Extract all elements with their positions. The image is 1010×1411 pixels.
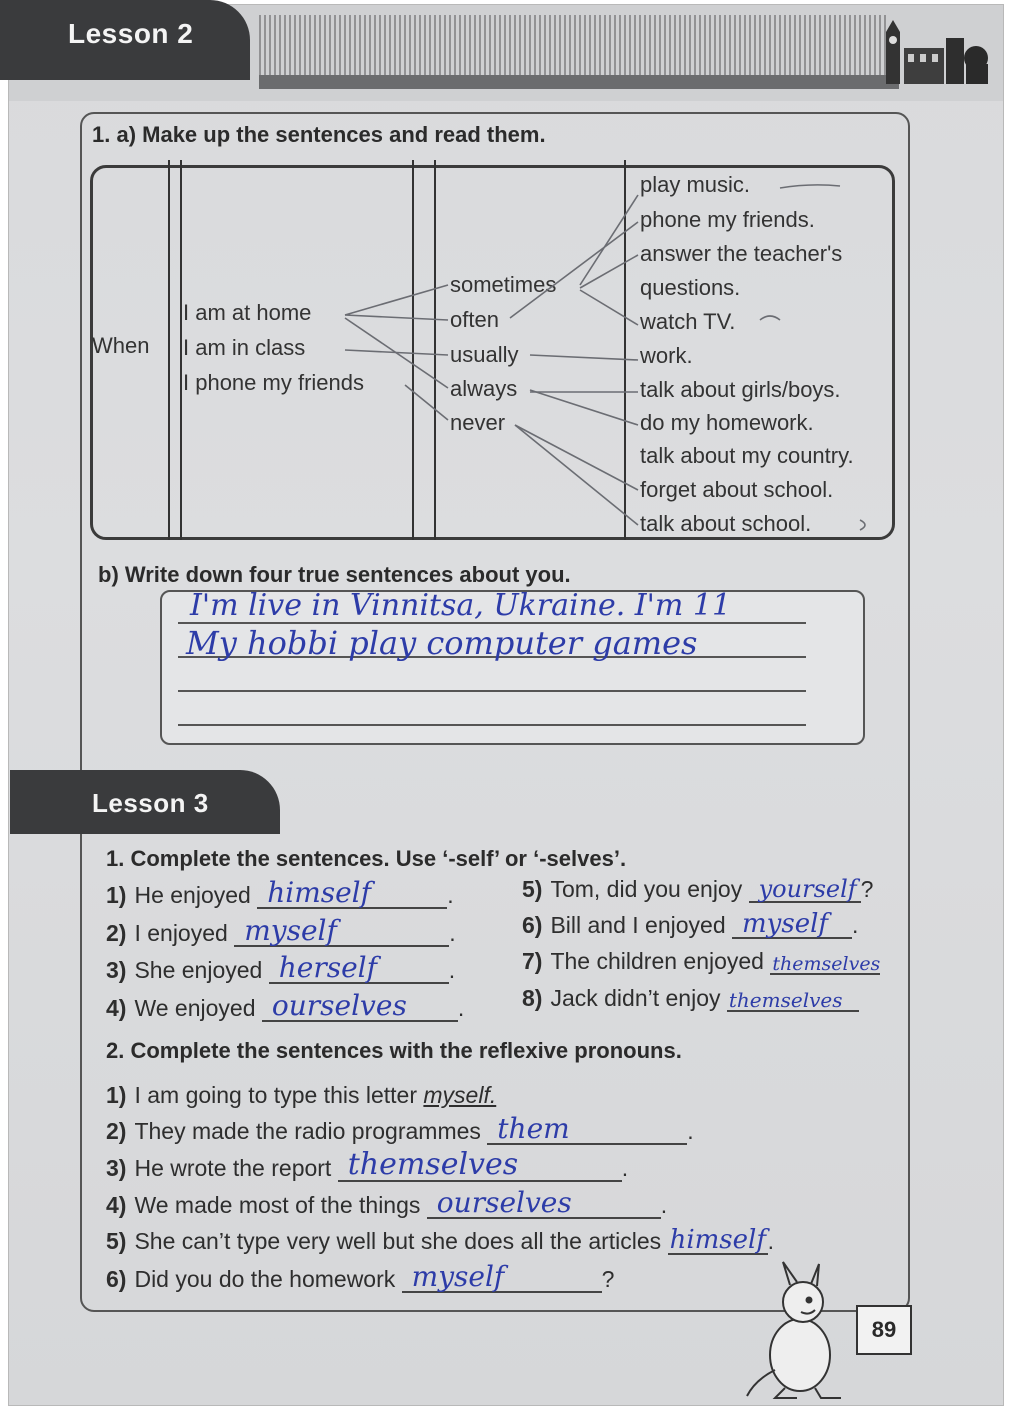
item-end: . — [457, 995, 465, 1021]
ex1b-title: b) Write down four true sentences about you. — [98, 562, 571, 587]
when-word: When — [92, 333, 150, 358]
item-text: We enjoyed — [134, 995, 256, 1021]
item-number: 1) — [106, 882, 127, 908]
phrase-item: talk about my country. — [640, 443, 854, 468]
clause-item: I phone my friends — [183, 370, 364, 395]
ex1-item — [106, 914, 456, 947]
printed-answer: myself. — [423, 1082, 497, 1108]
item-number: 5) — [106, 1228, 127, 1254]
item-end: . — [448, 957, 456, 983]
clause-item: I am at home — [183, 300, 312, 325]
item-text: She enjoyed — [134, 957, 263, 983]
item-number: 8) — [522, 985, 543, 1011]
table-divider — [412, 160, 414, 540]
phrase-item: answer the teacher's — [640, 241, 843, 266]
item-end: . — [687, 1118, 694, 1144]
handwritten-sentence: My hobbi play computer games — [186, 624, 698, 662]
answer-blank[interactable] — [427, 1186, 661, 1219]
clause-item: I am in class — [183, 335, 306, 360]
table-divider — [624, 160, 626, 540]
table-divider — [434, 160, 436, 540]
item-number: 3) — [106, 957, 127, 983]
ex2-item — [106, 1147, 629, 1182]
handwritten-answer: himself — [669, 1225, 766, 1255]
kangaroo-icon — [745, 1260, 855, 1400]
table-divider — [168, 160, 170, 540]
item-text: Bill and I enjoyed — [550, 912, 726, 938]
item-text: Jack didn’t enjoy — [550, 985, 721, 1011]
frequency-item: always — [450, 376, 518, 401]
handwritten-answer: myself — [411, 1260, 505, 1293]
handwritten-sentence: I'm live in Vinnitsa, Ukraine. I'm 11 — [190, 588, 732, 623]
answer-blank[interactable] — [749, 875, 861, 903]
phrase-item: play music. — [640, 172, 751, 197]
header-hatch — [259, 15, 889, 75]
item-end: . — [447, 882, 454, 908]
ex1-item — [106, 951, 456, 984]
item-text: Tom, did you enjoy — [550, 876, 743, 902]
phrase-item: forget about school. — [640, 477, 834, 502]
answer-blank[interactable] — [257, 876, 447, 909]
handwritten-answer: them — [497, 1112, 570, 1145]
frequency-item: often — [450, 307, 499, 332]
phrase-item: talk about girls/boys. — [640, 377, 841, 402]
frequency-item: usually — [450, 342, 519, 367]
phrase-item: do my homework. — [640, 410, 814, 435]
item-text: I enjoyed — [134, 920, 228, 946]
handwritten-answer: myself — [244, 914, 337, 947]
handwritten-answer: themselves — [772, 953, 881, 975]
item-end: . — [449, 920, 456, 946]
lesson-3-tab: Lesson 3 — [10, 770, 280, 834]
item-text: They made the radio programmes — [134, 1118, 481, 1144]
item-text: Did you do the homework — [134, 1266, 396, 1292]
item-text: The children enjoyed — [550, 948, 764, 974]
item-number: 4) — [106, 1192, 127, 1218]
ex1-item — [522, 909, 859, 939]
handwritten-answer: myself — [742, 909, 829, 939]
item-end: . — [767, 1228, 774, 1254]
ex1-item — [106, 989, 465, 1022]
answer-blank[interactable] — [668, 1225, 768, 1255]
ex1-item — [522, 948, 880, 975]
handwritten-answer: himself — [267, 876, 371, 909]
item-number: 5) — [522, 876, 543, 902]
handwritten-answer: ourselves — [271, 989, 407, 1022]
page-number: 89 — [856, 1305, 912, 1355]
item-text: She can’t type very well but she does all the articles — [134, 1228, 662, 1254]
answer-blank[interactable] — [770, 953, 880, 975]
l3-ex2-title: 2. Complete the sentences with the reflexive pronouns. — [106, 1038, 682, 1063]
item-end: . — [660, 1192, 668, 1218]
phrase-item: work. — [640, 343, 693, 368]
table-divider — [180, 160, 182, 540]
ex2-item — [106, 1112, 694, 1145]
item-text: I am going to type this letter — [134, 1082, 417, 1108]
item-number: 3) — [106, 1155, 127, 1181]
header-bar — [259, 75, 899, 89]
l3-ex1-title: 1. Complete the sentences. Use ‘-self’ or ‘-selves’. — [106, 846, 627, 871]
phrase-item: watch TV. — [640, 309, 736, 334]
ex1-item — [106, 876, 454, 909]
item-end: . — [852, 912, 859, 938]
handwritten-answer: herself — [278, 951, 377, 984]
item-text: He wrote the report — [134, 1155, 332, 1181]
ex2-item — [106, 1260, 615, 1293]
item-end: . — [621, 1155, 629, 1181]
item-text: We made most of the things — [134, 1192, 421, 1218]
item-number: 6) — [522, 912, 543, 938]
ex1-item — [522, 985, 859, 1012]
lesson-2-tab: Lesson 2 — [0, 0, 250, 80]
handwritten-answer: yourself — [758, 875, 857, 903]
write-line — [178, 690, 806, 692]
item-number: 6) — [106, 1266, 127, 1292]
phrase-item: phone my friends. — [640, 207, 815, 232]
item-number: 2) — [106, 920, 127, 946]
ex2-item — [106, 1186, 668, 1219]
ex2-item — [106, 1082, 515, 1109]
item-number: 2) — [106, 1118, 127, 1144]
item-number: 1) — [106, 1082, 127, 1108]
item-end: ? — [601, 1266, 615, 1292]
answer-blank[interactable] — [487, 1112, 687, 1145]
item-number: 4) — [106, 995, 127, 1021]
write-line — [178, 724, 806, 726]
item-end: ? — [860, 876, 874, 902]
handwritten-answer: ourselves — [436, 1186, 572, 1219]
frequency-item: sometimes — [450, 272, 557, 297]
item-number: 7) — [522, 948, 543, 974]
phrase-item: questions. — [640, 275, 741, 300]
ex1a-title: 1. a) Make up the sentences and read them. — [92, 122, 546, 147]
answer-blank[interactable] — [402, 1260, 602, 1293]
item-text: He enjoyed — [134, 882, 251, 908]
answer-blank[interactable] — [727, 990, 859, 1012]
handwritten-answer: themselves — [347, 1147, 519, 1182]
building-icon — [880, 18, 990, 84]
handwritten-answer: themselves — [728, 988, 843, 1012]
answer-blank[interactable] — [234, 914, 449, 947]
frequency-item: never — [450, 410, 506, 435]
ex2-item — [106, 1225, 774, 1255]
answer-blank[interactable] — [732, 909, 852, 939]
ex1-item — [522, 876, 873, 903]
answer-blank[interactable] — [269, 951, 449, 984]
answer-blank[interactable] — [262, 989, 458, 1022]
phrase-item: talk about school. — [640, 511, 812, 536]
answer-blank[interactable] — [423, 1082, 515, 1109]
answer-blank[interactable] — [338, 1147, 622, 1182]
